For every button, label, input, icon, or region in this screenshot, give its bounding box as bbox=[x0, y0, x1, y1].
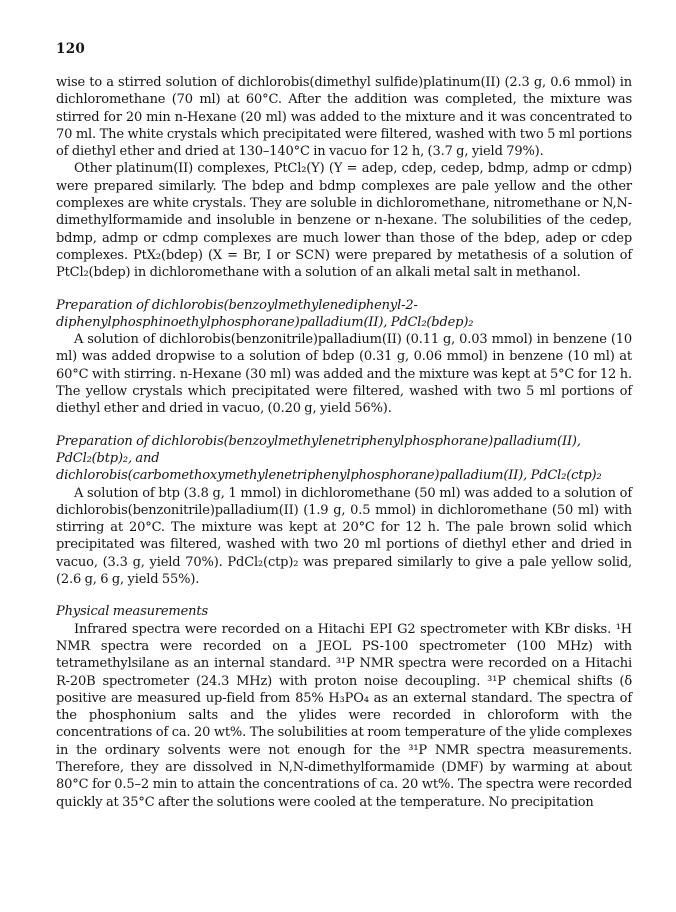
paragraph-pdcl2-btp-ctp-procedure: A solution of btp (3.8 g, 1 mmol) in dichloromethane (50 ml) was added to a solution of dichlorobis(benzonitrile)palladium(II) (1.9 g, 0.5 mmol) in dichloromethane (50 ml) with stirring at 20°C. The mixture was kept at 20°C for 12 h. The pale brown solid which precipitated was filtered, washed with two 20 ml portions of diethyl ether and dried in vacuo, (3.3 g, yield 70%). PdCl₂(ctp)₂ was prepared similarly to give a pale yellow solid, (2.6 g, 6 g, yield 55%). bbox=[56, 485, 632, 588]
paragraph-pdcl2-bdep-procedure: A solution of dichlorobis(benzonitrile)palladium(II) (0.11 g, 0.03 mmol) in benzene (10 ml) was added dropwise to a solution of bdep (0.31 g, 0.06 mmol) in benzene (10 ml) at 60°C with stirring. n-Hexane (30 ml) was added and the mixture was kept at 5°C for 12 h. The yellow crystals which precipitated were filtered, washed with two 5 ml portions of diethyl ether and dried in vacuo, (0.20 g, yield 56%). bbox=[56, 332, 632, 417]
section-heading-pdcl2-bdep: Preparation of dichlorobis(benzoylmethylenediphenyl-2-diphenylphosphinoethylphosphorane)palladium(II), PdCl₂(bdep)₂ bbox=[56, 297, 474, 330]
article-body bbox=[56, 74, 632, 811]
paragraph-pt-preparation-end: wise to a stirred solution of dichlorobis(dimethyl sulfide)platinum(II) (2.3 g, 0.6 mmol) in dichloromethane (70 ml) at 60°C. After the addition was completed, the mixture was stirred for 20 min n-Hexane (20 ml) was added to the mixture and it was concentrated to 70 ml. The white crystals which precipitated were filtered, washed with two 5 ml portions of diethyl ether and dried at 130–140°C in vacuo for 12 h, (3.7 g, yield 79%). bbox=[56, 75, 632, 160]
page-number: 120 bbox=[56, 41, 86, 57]
section-heading-physical-measurements: Physical measurements bbox=[56, 604, 208, 620]
section-heading-pdcl2-btp-ctp: Preparation of dichlorobis(benzoylmethylenetriphenylphosphorane)palladium(II), PdCl₂(btp)₂, and dichlorobis(carbomethoxymethylenetriphenylphosphorane)palladium(II), PdCl₂(ctp)₂ bbox=[56, 433, 602, 484]
paragraph-other-platinum-complexes: Other platinum(II) complexes, PtCl₂(Y) (Y = adep, cdep, cedep, bdmp, admp or cdmp) were prepared similarly. The bdep and bdmp complexes are pale yellow and the other complexes are white crystals. They are soluble in dichloromethane, nitromethane or N,N-dimethylformamide and insoluble in benzene or n-hexane. The solubilities of the cedep, bdmp, admp or cdmp complexes are much lower than those of the bdep, adep or cdep complexes. PtX₂(bdep) (X = Br, I or SCN) were prepared by metathesis of a solution of PtCl₂(bdep) in dichloromethane with a solution of an alkali metal salt in methanol. bbox=[56, 161, 632, 281]
paragraph-physical-measurements: Infrared spectra were recorded on a Hitachi EPI G2 spectrometer with KBr disks. ¹H NMR spectra were recorded on a JEOL PS-100 spectrometer (100 MHz) with tetramethylsilane as an internal standard. ³¹P NMR spectra were recorded on a Hitachi R-20B spectrometer (24.3 MHz) with proton noise decoupling. ³¹P chemical shifts (δ positive are measured up-field from 85% H₃PO₄ as an external standard. The spectra of the phosphonium salts and the ylides were recorded in chloroform with the concentrations of ca. 20 wt%. The solubilities at room temperature of the ylide complexes in the ordinary solvents were not enough for the ³¹P NMR spectra measurements. Therefore, they are dissolved in N,N-dimethylformamide (DMF) by warming at about 80°C for 0.5–2 min to attain the concentrations of ca. 20 wt%. The spectra were recorded quickly at 35°C after the solutions were cooled at the temperature. No precipitation bbox=[56, 621, 632, 810]
